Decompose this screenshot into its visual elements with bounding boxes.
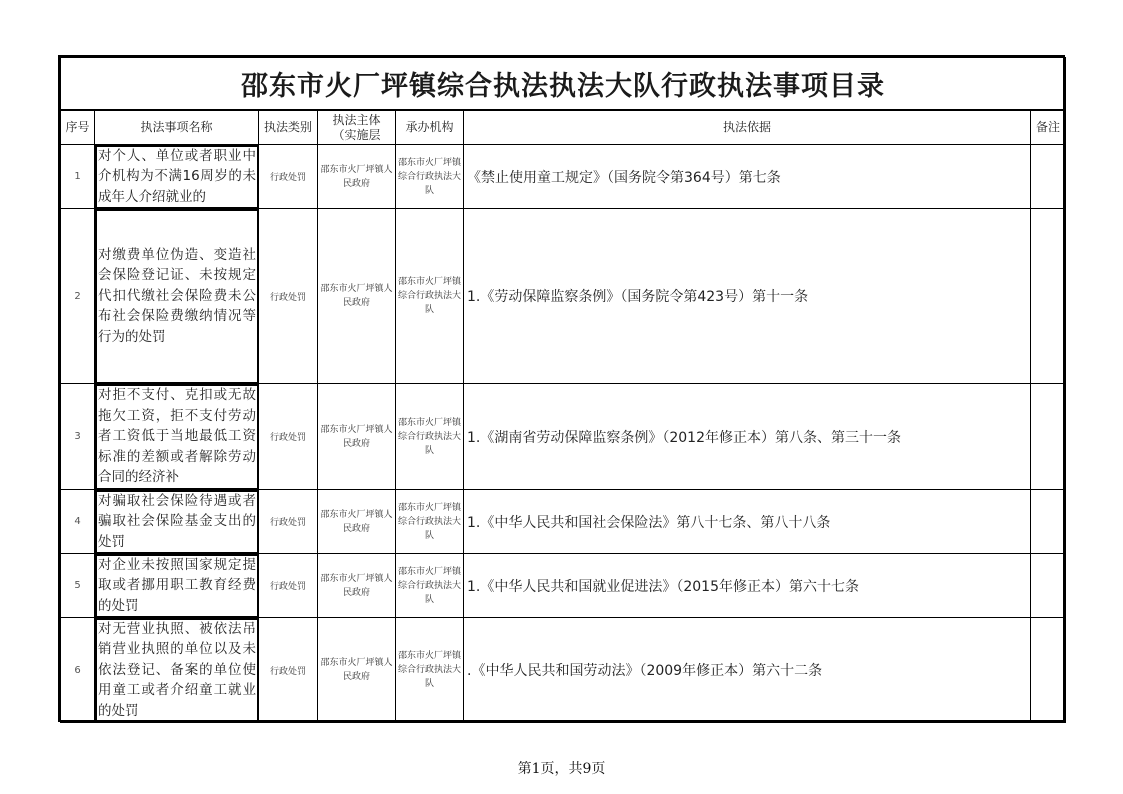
row-type: 行政处罚 bbox=[259, 145, 318, 209]
row-seq: 4 bbox=[61, 490, 95, 554]
row-agency: 邵东市火厂坪镇综合行政执法大队 bbox=[396, 209, 464, 384]
row-agency: 邵东市火厂坪镇综合行政执法大队 bbox=[396, 384, 464, 490]
row-type: 行政处罚 bbox=[259, 554, 318, 618]
row-name-text: 对无营业执照、被依法吊销营业执照的单位以及未依法登记、备案的单位使用童工或者介绍童工就业的处罚 bbox=[98, 620, 256, 719]
row-type: 行政处罚 bbox=[259, 490, 318, 554]
header-row bbox=[61, 110, 1066, 145]
row-seq: 5 bbox=[61, 554, 95, 618]
row-basis: 1.《湖南省劳动保障监察条例》（2012年修正本）第八条、第三十一条 bbox=[464, 384, 1031, 490]
table-row bbox=[61, 490, 1066, 554]
row-basis: 1.《劳动保障监察条例》（国务院令第423号）第十一条 bbox=[464, 209, 1031, 384]
row-name bbox=[95, 490, 259, 554]
header-subject-line2: （实施层 bbox=[332, 127, 381, 142]
row-note bbox=[1031, 209, 1066, 384]
row-name-text: 对拒不支付、克扣或无故拖欠工资，拒不支付劳动者工资低于当地最低工资标准的差额或者解除劳动合同的经济补 bbox=[98, 387, 256, 486]
row-name bbox=[95, 145, 259, 209]
row-subject: 邵东市火厂坪镇人民政府 bbox=[318, 554, 396, 618]
document-title: 邵东市火厂坪镇综合执法执法大队行政执法事项目录 bbox=[61, 58, 1066, 111]
row-seq: 2 bbox=[61, 209, 95, 384]
header-subject-line1: 执法主体 bbox=[332, 112, 381, 127]
header-basis: 执法依据 bbox=[464, 110, 1031, 145]
table-row bbox=[61, 554, 1066, 618]
row-name-text: 对缴费单位伪造、变造社会保险登记证、未按规定代扣代缴社会保险费未公布社会保险费缴纳情况等行为的处罚 bbox=[98, 246, 256, 345]
catalog-sheet bbox=[58, 55, 1065, 722]
catalog-table bbox=[60, 57, 1066, 723]
row-seq: 6 bbox=[61, 618, 95, 723]
row-name bbox=[95, 209, 259, 384]
row-subject: 邵东市火厂坪镇人民政府 bbox=[318, 384, 396, 490]
row-agency: 邵东市火厂坪镇综合行政执法大队 bbox=[396, 490, 464, 554]
row-name-text: 对骗取社会保险待遇或者骗取社会保险基金支出的处罚 bbox=[98, 492, 256, 550]
row-basis: 1.《中华人民共和国就业促进法》（2015年修正本）第六十七条 bbox=[464, 554, 1031, 618]
header-seq: 序号 bbox=[61, 110, 95, 145]
page-number: 第1页，共9页 bbox=[517, 761, 606, 777]
row-note bbox=[1031, 554, 1066, 618]
row-name bbox=[95, 554, 259, 618]
row-subject: 邵东市火厂坪镇人民政府 bbox=[318, 618, 396, 723]
row-basis: .《中华人民共和国劳动法》（2009年修正本）第六十二条 bbox=[464, 618, 1031, 723]
row-basis: 《禁止使用童工规定》（国务院令第364号）第七条 bbox=[464, 145, 1031, 209]
table-row bbox=[61, 209, 1066, 384]
row-subject: 邵东市火厂坪镇人民政府 bbox=[318, 145, 396, 209]
row-agency: 邵东市火厂坪镇综合行政执法大队 bbox=[396, 145, 464, 209]
table-row bbox=[61, 145, 1066, 209]
row-name-text: 对企业未按照国家规定提取或者挪用职工教育经费的处罚 bbox=[98, 556, 256, 614]
header-agency: 承办机构 bbox=[396, 110, 464, 145]
header-subject bbox=[318, 110, 396, 145]
header-note: 备注 bbox=[1031, 110, 1066, 145]
row-subject: 邵东市火厂坪镇人民政府 bbox=[318, 209, 396, 384]
row-note bbox=[1031, 490, 1066, 554]
row-type: 行政处罚 bbox=[259, 209, 318, 384]
header-type: 执法类别 bbox=[259, 110, 318, 145]
row-agency: 邵东市火厂坪镇综合行政执法大队 bbox=[396, 618, 464, 723]
row-type: 行政处罚 bbox=[259, 384, 318, 490]
row-note bbox=[1031, 618, 1066, 723]
table-row bbox=[61, 384, 1066, 490]
row-agency: 邵东市火厂坪镇综合行政执法大队 bbox=[396, 554, 464, 618]
row-subject: 邵东市火厂坪镇人民政府 bbox=[318, 490, 396, 554]
header-name: 执法事项名称 bbox=[95, 110, 259, 145]
row-seq: 3 bbox=[61, 384, 95, 490]
row-type: 行政处罚 bbox=[259, 618, 318, 723]
row-seq: 1 bbox=[61, 145, 95, 209]
row-name bbox=[95, 384, 259, 490]
table-row bbox=[61, 618, 1066, 723]
row-note bbox=[1031, 384, 1066, 490]
row-note bbox=[1031, 145, 1066, 209]
row-basis: 1.《中华人民共和国社会保险法》第八十七条、第八十八条 bbox=[464, 490, 1031, 554]
row-name-text: 对个人、单位或者职业中介机构为不满16周岁的未成年人介绍就业的 bbox=[98, 147, 256, 205]
row-name bbox=[95, 618, 259, 723]
